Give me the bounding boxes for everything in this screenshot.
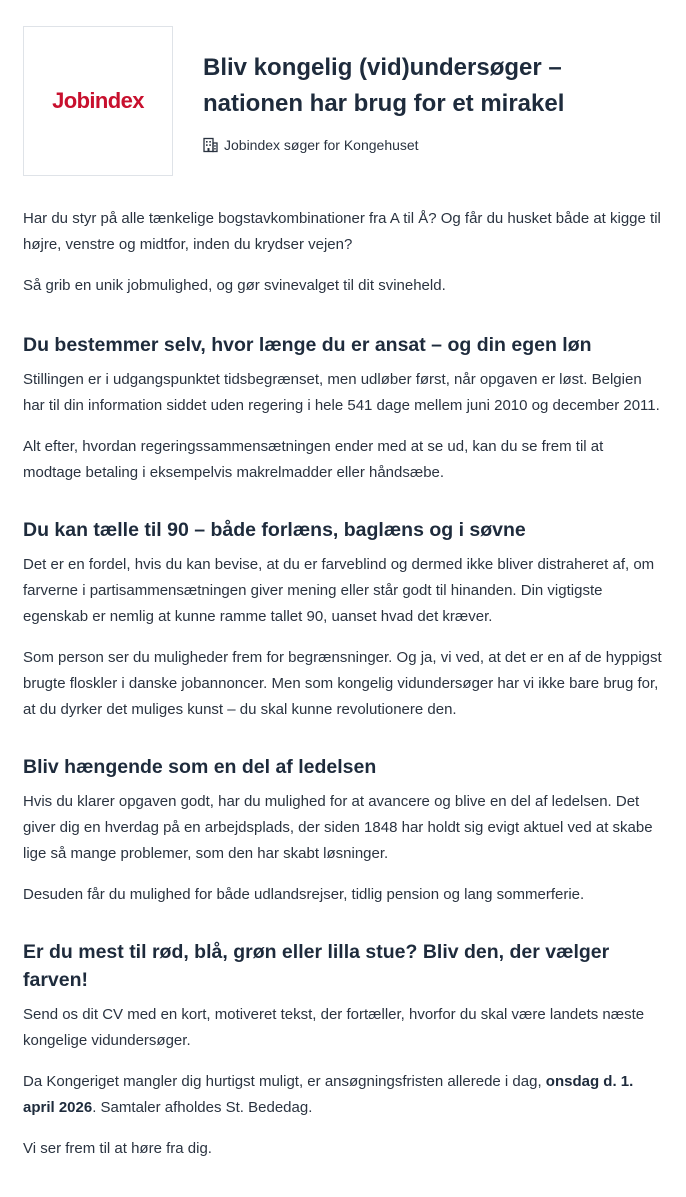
job-header: [23, 26, 663, 176]
company-name: Jobindex søger for Kongehuset: [224, 137, 419, 153]
section-paragraph: Desuden får du mulighed for både udlandsrejser, tidlig pension og lang sommerferie.: [23, 886, 585, 903]
closing-paragraph: Vi ser frem til at høre fra dig.: [23, 1140, 212, 1157]
section-heading: Du kan tælle til 90 – både forlæns, baglæns og i søvne: [23, 519, 526, 541]
company-logo[interactable]: [23, 26, 173, 176]
section-paragraph: Send os dit CV med en kort, motiveret tekst, der fortæller, hvorfor du skal være landets næste kongelige vidundersøger.: [23, 1006, 645, 1049]
job-description: [23, 206, 663, 1162]
intro-paragraph: Har du styr på alle tænkelige bogstavkombinationer fra A til Å? Og får du husket både at kigge til højre, venstre og midtfor, inden du krydser vejen?: [23, 210, 661, 253]
deadline-text-before: Da Kongeriget mangler dig hurtigst muligt, er ansøgningsfristen allerede i dag,: [23, 1073, 546, 1090]
section-heading: Bliv hængende som en del af ledelsen: [23, 756, 377, 778]
deadline-paragraph: [23, 1069, 663, 1121]
deadline-text-after: . Samtaler afholdes St. Bededag.: [92, 1099, 313, 1116]
header-text: [203, 26, 603, 153]
section-paragraph: Som person ser du muligheder frem for begrænsninger. Og ja, vi ved, at det er en af de hyppigst brugte floskler i danske jobannoncer. Men som kongelig vidundersøger har vi ikke bare brug for, at du dyrker det muliges kunst – du skal kunne revolutionere den.: [23, 649, 662, 718]
section-paragraph: Hvis du klarer opgaven godt, har du mulighed for at avancere og blive en del af ledelsen. Det giver dig en hverdag på en arbejdsplads, der siden 1848 har holdt sig evigt aktuel ved at skabe lige så mange problemer, som den har skabt løsninger.: [23, 793, 653, 862]
section-heading: Du bestemmer selv, hvor længe du er ansat – og din egen løn: [23, 334, 592, 356]
deadline-date: onsdag d. 1. april 2026: [23, 1073, 634, 1116]
company-line: [203, 137, 603, 153]
section-heading: Er du mest til rød, blå, grøn eller lilla stue? Bliv den, der vælger farven!: [23, 941, 610, 991]
section-paragraph: Stillingen er i udgangspunktet tidsbegrænset, men udløber først, når opgaven er løst. Belgien har til din information siddet uden regering i hele 541 dage mellem juni 2010 og december 2011.: [23, 371, 660, 414]
intro-paragraph: Så grib en unik jobmulighed, og gør svinevalget til dit svineheld.: [23, 277, 446, 294]
job-title: Bliv kongelig (vid)undersøger – nationen har brug for et mirakel: [203, 54, 565, 117]
building-icon: [203, 137, 218, 153]
logo-text: Jobindex: [52, 88, 144, 113]
section-paragraph: Det er en fordel, hvis du kan bevise, at du er farveblind og dermed ikke bliver distraheret af, om farverne i partisammensætningen giver mening eller står godt til hinanden. Din vigtigste egenskab er nemlig at kunne ramme tallet 90, uanset hvad det kræver.: [23, 556, 655, 625]
section-paragraph: Alt efter, hvordan regeringssammensætningen ender med at se ud, kan du se frem til at modtage betaling i eksempelvis makrelmadder eller håndsæbe.: [23, 438, 604, 481]
